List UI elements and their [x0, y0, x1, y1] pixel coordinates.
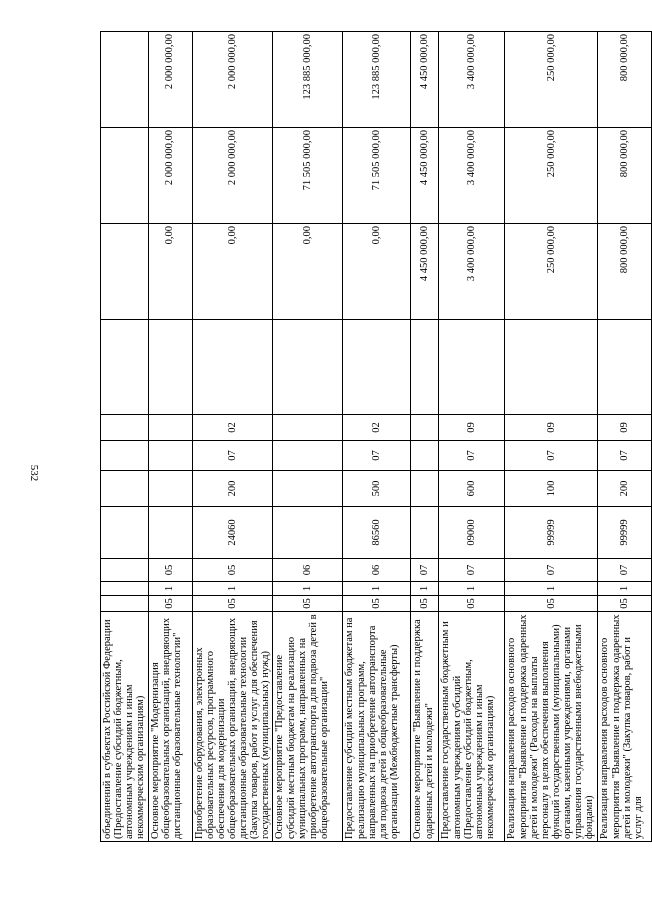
col-expense-type	[148, 471, 192, 507]
col-subsection	[273, 415, 343, 441]
col-amount-1	[505, 320, 598, 415]
col-section	[411, 441, 439, 471]
col-subsection	[101, 415, 149, 441]
col-event: 07	[439, 559, 505, 582]
col-expense-type: 500	[343, 471, 411, 507]
col-amount-2: 0,00	[148, 224, 192, 320]
col-program: 05	[192, 596, 273, 612]
col-amount-4: 3 400 000,00	[439, 32, 505, 128]
row-name: Предоставление государственным бюджетным и автономным учреждениям субсидий (Предоставление субсидий бюджетным, автономным учреждениям и иным некоммерческим организациям)	[439, 612, 505, 842]
col-amount-2: 4 450 000,00	[411, 224, 439, 320]
col-amount-3: 3 400 000,00	[439, 128, 505, 224]
col-event: 07	[598, 559, 652, 582]
col-subprogram: 1	[148, 582, 192, 596]
col-subprogram: 1	[192, 582, 273, 596]
col-amount-1	[411, 320, 439, 415]
col-subprogram: 1	[411, 582, 439, 596]
col-expense-type	[273, 471, 343, 507]
col-section	[148, 441, 192, 471]
col-program: 05	[505, 596, 598, 612]
col-amount-2: 0,00	[273, 224, 343, 320]
col-amount-4: 2 000 000,00	[148, 32, 192, 128]
col-direction	[148, 507, 192, 559]
row-name: Основное мероприятие "Выявление и поддержка одаренных детей и молодежи"	[411, 612, 439, 842]
col-amount-3: 71 505 000,00	[273, 128, 343, 224]
table-row	[273, 32, 343, 842]
col-direction	[411, 507, 439, 559]
col-program: 05	[411, 596, 439, 612]
col-section: 07	[598, 441, 652, 471]
col-section	[101, 441, 149, 471]
col-amount-3: 71 505 000,00	[343, 128, 411, 224]
col-direction: 86560	[343, 507, 411, 559]
col-amount-3: 2 000 000,00	[192, 128, 273, 224]
col-amount-4: 123 885 000,00	[273, 32, 343, 128]
col-subsection: 09	[598, 415, 652, 441]
table-row	[343, 32, 411, 842]
col-event: 05	[192, 559, 273, 582]
col-amount-2: 0,00	[343, 224, 411, 320]
table-row	[411, 32, 439, 842]
col-expense-type: 100	[505, 471, 598, 507]
table-row	[439, 32, 505, 842]
col-program: 05	[148, 596, 192, 612]
budget-table-container	[100, 32, 644, 842]
col-program: 05	[598, 596, 652, 612]
col-direction: 09000	[439, 507, 505, 559]
col-subprogram: 1	[273, 582, 343, 596]
col-event: 06	[273, 559, 343, 582]
col-amount-1	[192, 320, 273, 415]
col-direction: 99999	[505, 507, 598, 559]
col-expense-type	[101, 471, 149, 507]
col-section: 07	[192, 441, 273, 471]
col-amount-1	[101, 320, 149, 415]
table-row	[148, 32, 192, 842]
col-program: 05	[273, 596, 343, 612]
col-event	[101, 559, 149, 582]
col-amount-3: 2 000 000,00	[148, 128, 192, 224]
col-amount-2: 800 000,00	[598, 224, 652, 320]
col-amount-2: 250 000,00	[505, 224, 598, 320]
col-subprogram: 1	[343, 582, 411, 596]
col-amount-3: 250 000,00	[505, 128, 598, 224]
budget-table	[100, 31, 652, 842]
col-amount-2: 0,00	[192, 224, 273, 320]
col-amount-4: 2 000 000,00	[192, 32, 273, 128]
table-row	[192, 32, 273, 842]
col-event: 07	[505, 559, 598, 582]
col-section: 07	[343, 441, 411, 471]
col-program: 05	[439, 596, 505, 612]
col-section	[273, 441, 343, 471]
col-amount-4: 800 000,00	[598, 32, 652, 128]
col-amount-2	[101, 224, 149, 320]
col-amount-1	[148, 320, 192, 415]
col-amount-1	[273, 320, 343, 415]
col-subprogram: 1	[598, 582, 652, 596]
col-amount-3: 4 450 000,00	[411, 128, 439, 224]
col-subsection: 02	[343, 415, 411, 441]
col-expense-type: 600	[439, 471, 505, 507]
col-direction: 99999	[598, 507, 652, 559]
table-row	[505, 32, 598, 842]
col-program	[101, 596, 149, 612]
col-section: 07	[439, 441, 505, 471]
col-amount-4	[101, 32, 149, 128]
col-subsection	[411, 415, 439, 441]
row-name: Предоставление субсидий местным бюджетам на реализацию муниципальных программ, направленных на приобретение автотранспорта для подвоза детей в общеобразовательные организации (Межбюджетные трансферты)	[343, 612, 411, 842]
page-number: 532	[28, 464, 40, 482]
col-subprogram: 1	[439, 582, 505, 596]
row-name: Реализация направления расходов основного мероприятия "Выявление и поддержка одаренных детей и молодежи" (Расходы на выплаты персоналу в целях обеспечения выполнения функций государственными (муниципальными) органами, казенными учреждениями, органами управления государственными внебюджетными фондами)	[505, 612, 598, 842]
col-event: 07	[411, 559, 439, 582]
col-event: 05	[148, 559, 192, 582]
row-name: Реализация направления расходов основного мероприятия "Выявление и поддержка одаренных детей и молодежи" (Закупка товаров, работ и услуг для	[598, 612, 652, 842]
col-program: 05	[343, 596, 411, 612]
col-amount-4: 123 885 000,00	[343, 32, 411, 128]
table-row	[101, 32, 149, 842]
col-subsection	[148, 415, 192, 441]
col-expense-type	[411, 471, 439, 507]
col-amount-3	[101, 128, 149, 224]
col-direction	[273, 507, 343, 559]
col-amount-1	[439, 320, 505, 415]
col-amount-2: 3 400 000,00	[439, 224, 505, 320]
col-subsection: 09	[439, 415, 505, 441]
col-section: 07	[505, 441, 598, 471]
col-direction: 24060	[192, 507, 273, 559]
row-name: Основное мероприятие "Модернизация общеобразовательных организаций, внедряющих дистанционные образовательные технологии"	[148, 612, 192, 842]
col-direction	[101, 507, 149, 559]
col-amount-1	[598, 320, 652, 415]
col-event: 06	[343, 559, 411, 582]
table-row	[598, 32, 652, 842]
col-amount-1	[343, 320, 411, 415]
row-name: Основное мероприятие "Предоставление субсидий местным бюджетам на реализацию муниципальных программ, направленных на приобретение автотранспорта для подвоза детей в общеобразовательные организации"	[273, 612, 343, 842]
col-subprogram: 1	[505, 582, 598, 596]
col-expense-type: 200	[598, 471, 652, 507]
col-subsection: 09	[505, 415, 598, 441]
col-subsection: 02	[192, 415, 273, 441]
col-amount-4: 4 450 000,00	[411, 32, 439, 128]
row-name: объединений в субъектах Российской Федерации (Предоставление субсидий бюджетным, автономным учреждениям и иным некоммерческим организациям)	[101, 612, 149, 842]
col-subprogram	[101, 582, 149, 596]
row-name: Приобретение оборудования, электронных образовательных ресурсов, программного обеспечения для модернизации общеобразовательных организаций, внедряющих дистанционные образовательные технологии (Закупка товаров, работ и услуг для обеспечения государственных (муниципальных) нужд)	[192, 612, 273, 842]
col-amount-4: 250 000,00	[505, 32, 598, 128]
col-expense-type: 200	[192, 471, 273, 507]
col-amount-3: 800 000,00	[598, 128, 652, 224]
